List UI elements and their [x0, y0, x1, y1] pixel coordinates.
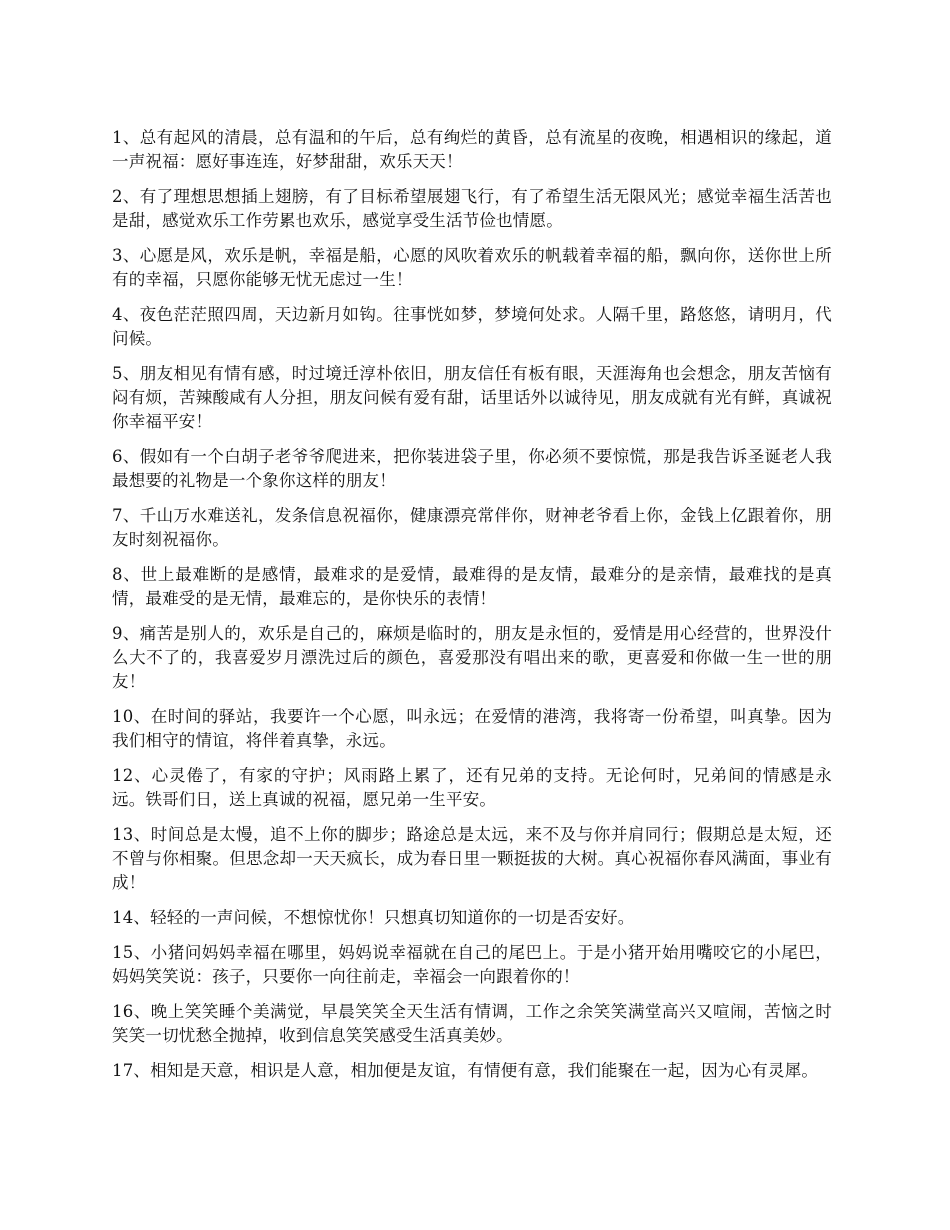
- paragraph-10: 10、在时间的驿站，我要许一个心愿，叫永远；在爱情的港湾，我将寄一份希望，叫真挚。因为我们相守的情谊，将伴着真挚，永远。: [112, 707, 832, 750]
- paragraph-6: 6、假如有一个白胡子老爷爷爬进来，把你装进袋子里，你必须不要惊慌，那是我告诉圣诞老人我最想要的礼物是一个象你这样的朋友！: [112, 447, 832, 490]
- paragraph-13: 13、时间总是太慢，追不上你的脚步；路途总是太远，来不及与你并肩同行；假期总是太短，还不曾与你相聚。但思念却一天天疯长，成为春日里一颗挺拔的大树。真心祝福你春风满面，事业有成！: [112, 825, 832, 892]
- document-body: [112, 126, 832, 1094]
- paragraph-12: 12、心灵倦了，有家的守护；风雨路上累了，还有兄弟的支持。无论何时，兄弟间的情感是永远。铁哥们日，送上真诚的祝福，愿兄弟一生平安。: [112, 766, 832, 809]
- paragraph-15: 15、小猪问妈妈幸福在哪里，妈妈说幸福就在自己的尾巴上。于是小猪开始用嘴咬它的小尾巴，妈妈笑笑说：孩子，只要你一向往前走，幸福会一向跟着你的！: [112, 943, 832, 986]
- paragraph-9: 9、痛苦是别人的，欢乐是自己的，麻烦是临时的，朋友是永恒的，爱情是用心经营的，世界没什么大不了的，我喜爱岁月漂洗过后的颜色，喜爱那没有唱出来的歌，更喜爱和你做一生一世的朋友！: [112, 624, 832, 691]
- paragraph-7: 7、千山万水难送礼，发条信息祝福你，健康漂亮常伴你，财神老爷看上你，金钱上亿跟着你，朋友时刻祝福你。: [112, 506, 832, 549]
- paragraph-4: 4、夜色茫茫照四周，天边新月如钩。往事恍如梦，梦境何处求。人隔千里，路悠悠，请明月，代问候。: [112, 305, 832, 348]
- paragraph-17: 17、相知是天意，相识是人意，相加便是友谊，有情便有意，我们能聚在一起，因为心有灵犀。: [112, 1061, 819, 1080]
- paragraph-16: 16、晚上笑笑睡个美满觉，早晨笑笑全天生活有情调，工作之余笑笑满堂高兴又喧闹，苦恼之时笑笑一切忧愁全抛掉，收到信息笑笑感受生活真美妙。: [112, 1002, 832, 1045]
- paragraph-3: 3、心愿是风，欢乐是帆，幸福是船，心愿的风吹着欢乐的帆载着幸福的船，飘向你，送你世上所有的幸福，只愿你能够无忧无虑过一生！: [112, 246, 832, 289]
- paragraph-2: 2、有了理想思想插上翅膀，有了目标希望展翅飞行，有了希望生活无限风光；感觉幸福生活苦也是甜，感觉欢乐工作劳累也欢乐，感觉享受生活节俭也情愿。: [112, 187, 832, 230]
- paragraph-14: 14、轻轻的一声问候，不想惊忧你！只想真切知道你的一切是否安好。: [112, 908, 635, 927]
- paragraph-1: 1、总有起风的清晨，总有温和的午后，总有绚烂的黄昏，总有流星的夜晚，相遇相识的缘起，道一声祝福：愿好事连连，好梦甜甜，欢乐天天！: [112, 128, 832, 171]
- paragraph-8: 8、世上最难断的是感情，最难求的是爱情，最难得的是友情，最难分的是亲情，最难找的是真情，最难受的是无情，最难忘的，是你快乐的表情！: [112, 565, 832, 608]
- paragraph-5: 5、朋友相见有情有感，时过境迁淳朴依旧，朋友信任有板有眼，天涯海角也会想念，朋友苦恼有闷有烦，苦辣酸咸有人分担，朋友问候有爱有甜，话里话外以诚待见，朋友成就有光有鲜，真诚祝你幸福平安！: [112, 364, 832, 431]
